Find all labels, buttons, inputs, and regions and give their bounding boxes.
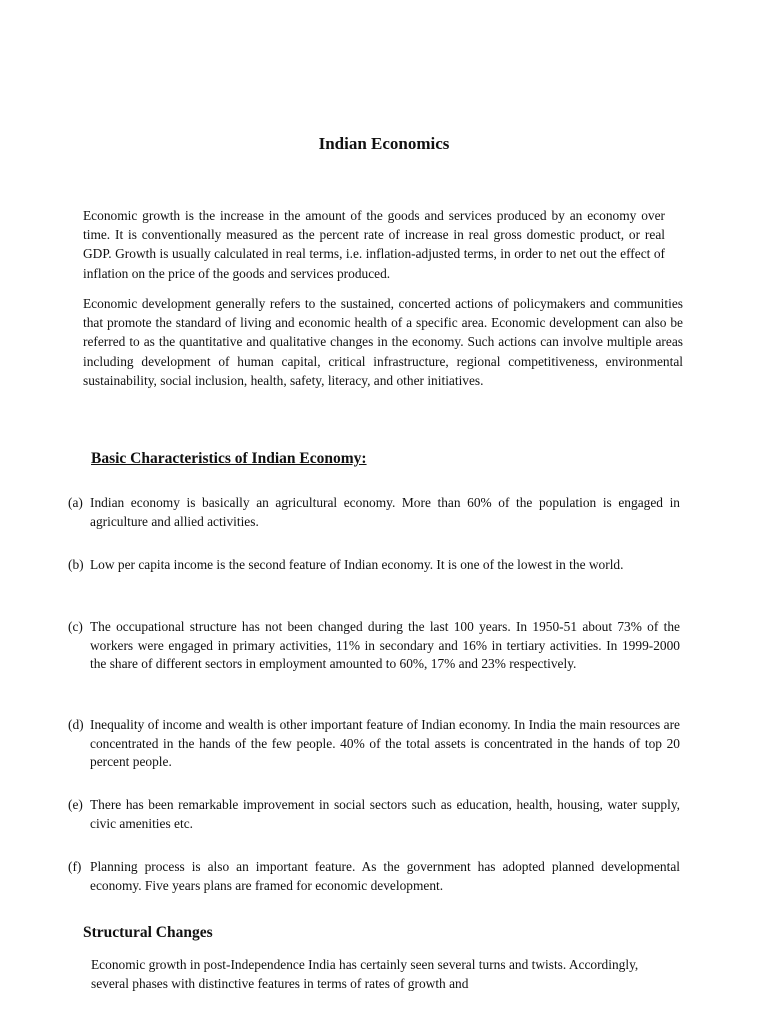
list-item-text: Low per capita income is the second feature of Indian economy. It is one of the lowest in the world. (90, 557, 624, 572)
list-item (68, 618, 680, 674)
list-item-text: The occupational structure has not been changed during the last 100 years. In 1950-51 about 73% of the workers were engaged in primary activities, 11% in secondary and 16% in tertiary activities. In 1999-2000 the share of different sectors in employment amounted to 60%, 17% and 23% respectively. (90, 619, 680, 672)
intro-paragraph-development: Economic development generally refers to the sustained, concerted actions of policymakers and communities that promote the standard of living and economic health of a specific area. Economic development can also be referred to as the quantitative and qualitative changes in the economy. Such actions can involve multiple areas including development of human capital, critical infrastructure, regional competitiveness, environmental sustainability, social inclusion, health, safety, literacy, and other initiatives. (83, 296, 683, 388)
list-marker: (f) (68, 859, 82, 874)
intro-paragraph-growth: Economic growth is the increase in the amount of the goods and services produced by an economy over time. It is conventionally measured as the percent rate of increase in real gross domestic product, or real GDP. Growth is usually calculated in real terms, i.e. inflation-adjusted terms, in order to net out the effect of inflation on the price of the goods and services produced. (83, 208, 665, 281)
list-marker: (b) (68, 557, 84, 572)
list-item (68, 494, 680, 531)
list-marker: (c) (68, 619, 83, 634)
structural-changes-paragraph: Economic growth in post-Independence India has certainly seen several turns and twists. Accordingly, several phases with distinctive features in terms of rates of growth and (91, 957, 639, 991)
list-marker: (d) (68, 717, 84, 732)
list-item-text: Planning process is also an important feature. As the government has adopted planned developmental economy. Five years plans are framed for economic development. (90, 859, 680, 893)
list-marker: (e) (68, 797, 83, 812)
list-marker: (a) (68, 495, 83, 510)
section-heading-characteristics: Basic Characteristics of Indian Economy: (91, 450, 367, 467)
section-heading-structural-changes: Structural Changes (83, 924, 213, 941)
list-item-text: There has been remarkable improvement in social sectors such as education, health, housing, water supply, civic amenities etc. (90, 797, 680, 831)
list-item (68, 716, 680, 772)
list-item-text: Inequality of income and wealth is other important feature of Indian economy. In India the main resources are concentrated in the hands of the few people. 40% of the total assets is concentrated in the hands of top 20 percent people. (90, 717, 680, 770)
list-item (68, 796, 680, 833)
list-item-text: Indian economy is basically an agricultural economy. More than 60% of the population is engaged in agriculture and allied activities. (90, 495, 680, 529)
list-item (68, 858, 680, 895)
list-item (68, 556, 680, 575)
document-title: Indian Economics (318, 134, 450, 153)
